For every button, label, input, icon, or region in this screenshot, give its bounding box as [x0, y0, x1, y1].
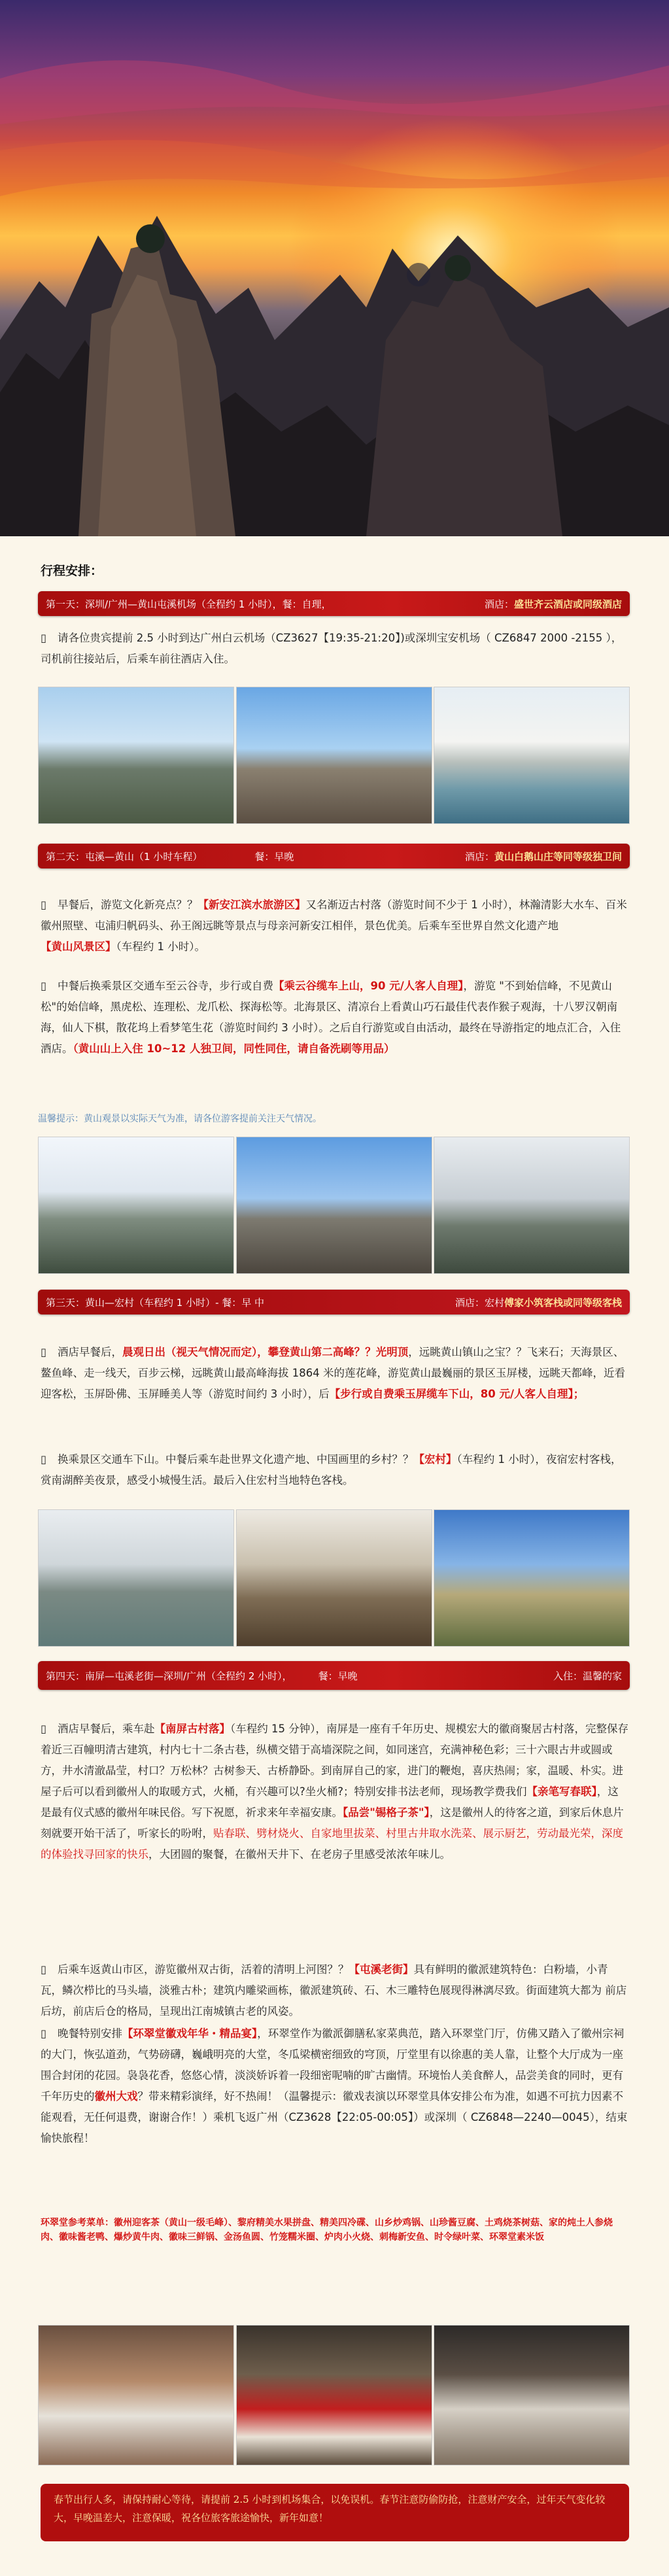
day2-bar	[38, 844, 630, 868]
day4-bar-home: 入住：温馨的家	[553, 1670, 622, 1682]
day3-bar-hotel-label: 酒店：宏村	[455, 1296, 504, 1309]
day2-bar-route: 第二天：屯溪—黄山（1 小时车程）	[46, 850, 203, 863]
photo-dumpling-making	[38, 2325, 234, 2465]
day4-bar-meal: 餐：早晚	[318, 1670, 358, 1682]
photo-spring-couplets	[236, 2325, 432, 2465]
bullet-icon: ▯	[41, 632, 47, 644]
day3-photos	[38, 1509, 630, 1647]
day4-paragraph-3: ▯ 晚餐特别安排【环翠堂徽戏年华・精品宴】，环翠堂作为徽派御膳私家菜典范，踏入环翠堂门厅，仿佛又踏入了徽州宗祠的大门，恢弘道劲，气势磅礴，巍峨明亮的大堂，冬瓜梁横密细致的穹顶，厅堂里有以徐惠的美人靠，让整个大厅成为一座围合封闭的花园。袅袅花香，悠悠心情，淡淡娇诉着一段细密呢喃的旷古幽情。环境怡人美食醉人，品尝美食的同时，更有千年历史的徽州大戏？带来精彩演绎，好不热闹！（温馨提示：徽戏表演以环翠堂具体安排公布为准，如遇不可抗力因素不能观看，无任何退费，谢谢合作！）乘机飞返广州（CZ3628【22:05-00:05】）或深圳（ CZ6848—2240—0045），结束愉快旅程！	[41, 2023, 629, 2149]
day1-bar-hotel-label: 酒店：	[484, 598, 514, 610]
day2-bar-hotel: 黄山白鹅山庄等同等级独卫间	[494, 850, 622, 863]
bullet-icon: ▯	[41, 2027, 47, 2040]
bullet-icon: ▯	[41, 899, 47, 911]
weather-tip: 温馨提示：黄山观景以实际天气为准，请各位游客提前关注天气情况。	[38, 1114, 322, 1124]
day4-bar-route: 第四天：南屏—屯溪老街—深圳/广州（全程约 2 小时），	[46, 1670, 292, 1682]
day1-bar-hotel: 盛世齐云酒店或同级酒店	[513, 598, 622, 610]
day1-photos	[38, 687, 630, 824]
photo-snow-pine	[38, 1137, 234, 1274]
page-title: 行程安排：	[41, 564, 103, 578]
day3-paragraph-2: ▯ 换乘景区交通车下山。中餐后乘车赴世界文化遗产地、中国画里的乡村？？【宏村】（车程约 1 小时），夜宿宏村客栈，赏南湖醉美夜景，感受小城慢生活。最后入住宏村当地特色客栈。	[41, 1449, 629, 1491]
day2-bar-hotel-label: 酒店：	[464, 850, 494, 863]
bullet-icon: ▯	[41, 1346, 47, 1358]
day4-bar	[38, 1661, 630, 1690]
photo-moon-pond	[236, 1509, 432, 1647]
day3-bar-hotel: 傅家小筑客栈或同等级客栈	[504, 1296, 622, 1309]
day1-paragraph	[41, 628, 629, 670]
day3-paragraph-1: ▯ 酒店早餐后，晨观日出（视天气情况而定），攀登黄山第二高峰？？光明顶，远眺黄山镇山之宝？？飞来石；天海景区、鳌鱼峰、走一线天，百步云梯，远眺黄山最高峰海拔 1864 米的莲花峰，游览黄山最巍丽的景区玉屏楼，远眺天都峰，近看迎客松，玉屏卧佛、玉屏睡美人等（游览时间约 3 小时），后【步行或自费乘玉屏缆车下山，80 元/人客人自理】；	[41, 1342, 629, 1405]
reference-menu: 环翠堂参考菜单：徽州迎客茶（黄山一级毛峰）、黎府精美水果拼盘、精美四冷碟、山乡炒鸡锅、山珍酱豆腐、土鸡烧茶树菇、家的炖土人参烧肉、徽味酱老鸭、爆炒黄牛肉、徽味三鲜锅、金汤鱼圆、竹笼糯米圈、炉肉小火烧、刺梅新安鱼、时令绿叶菜、环翠堂素米饭	[41, 2218, 613, 2242]
bullet-icon: ▯	[41, 980, 47, 992]
photo-tofu-making	[434, 2325, 630, 2465]
travel-notice: 春节出行人多，请保持耐心等待，请提前 2.5 小时到机场集合，以免误机。春节注意防偷防抢，注意财产安全，过年天气变化较大，早晚温差大，注意保暖，祝各位旅客旅途愉快，新年如意！	[41, 2484, 629, 2541]
day2-bar-meal: 餐：早晚	[254, 850, 294, 863]
photo-misty-pine	[434, 1137, 630, 1274]
day1-bar-route: 第一天：深圳/广州—黄山屯溪机场（全程约 1 小时），餐：自理，	[46, 598, 332, 610]
day4-paragraph-2: ▯ 后乘车返黄山市区，游览徽州双古街，活着的清明上河图？？【屯溪老街】具有鲜明的徽派建筑特色：白粉墙，小青瓦，鳞次栉比的马头墙，淡雅古朴；建筑内雕梁画栋，徽派建筑砖、石、木三雕特色展现得淋漓尽致。街面建筑大都为 前店后坊，前店后仓的格局，呈现出江南城镇古老的风姿。	[41, 1959, 629, 2022]
day2-paragraph-2: ▯ 中餐后换乘景区交通车至云谷寺，步行或自费【乘云谷缆车上山，90 元/人客人自理】，游览 "不到始信峰，不见黄山松"的始信峰，黑虎松、连理松、龙爪松、探海松等。北海景区、清凉台上看黄山巧石最佳代表作猴子观海，十八罗汉朝南海，仙人下棋，散花坞上看梦笔生花（游览时间约 3 小时）。之后自行游览或自由活动，最终在导游指定的地点汇合，入住酒店。（黄山山上入住 10~12 人独卫间，同性同住，请自备洗刷等用品）	[41, 976, 629, 1059]
day2-photos	[38, 1137, 630, 1274]
hero-image	[0, 0, 669, 536]
bullet-icon: ▯	[41, 1723, 47, 1735]
day2-paragraph-1: ▯ 早餐后，游览文化新亮点？？【新安江滨水旅游区】又名渐迈古村落（游览时间不少于 1 小时），林瀚清影大水车、百米徽州照壁、屯浦归帆码头、孙王阁远眺等景点与母亲河新安江相伴，景色优美。后乘车至世界自然文化遗产地【黄山风景区】（车程约 1 小时）。	[41, 895, 629, 957]
photo-hongcun-lake	[434, 1509, 630, 1647]
mountain-sunset-illustration	[0, 0, 669, 536]
bullet-icon: ▯	[41, 1453, 47, 1466]
photo-rock-peak	[236, 687, 432, 824]
photo-hongcun-pond	[38, 1509, 234, 1647]
photo-flying-rock	[236, 1137, 432, 1274]
day3-bar	[38, 1290, 630, 1314]
bullet-icon: ▯	[41, 1963, 47, 1976]
day1-text: 请各位贵宾提前 2.5 小时到达广州白云机场（CZ3627【19:35-21:20】)或深圳宝安机场（ CZ6847 2000 -2155 ），司机前往接站后，后乘车前往酒店入住。	[41, 632, 623, 665]
day4-photos	[38, 2325, 630, 2465]
photo-village-lake	[434, 687, 630, 824]
photo-pine-cliff	[38, 687, 234, 824]
day3-bar-route: 第三天：黄山—宏村（车程约 1 小时）- 餐：早 中	[46, 1296, 265, 1309]
day1-bar	[38, 591, 630, 616]
day4-paragraph-1: ▯ 酒店早餐后，乘车赴【南屏古村落】（车程约 15 分钟），南屏是一座有千年历史、规模宏大的徽商聚居古村落，完整保存着近三百幢明清古建筑，村内七十二条古巷，纵横交错于高墙深院之间，如同迷宫，充满神秘色彩；三十六眼古井或圆或方，井水清澈晶莹，村口？万松林？古树参天、古桥静卧。到南屏自己的家，进门的鞭炮，喜庆热闹；家，温暖、朴实。进屋子后可以看到徽州人的取暖方式，火桶，有兴趣可以?坐火桶?；特别安排书法老师，现场教学费我们【亲笔写春联】，这是最有仪式感的徽州年味民俗。写下祝愿，祈求来年幸福安康。【品尝"锡格子茶"】，这是徽州人的待客之道，到家后休息片刻就要开始干活了，听家长的吩咐，贴春联、劈材烧火、自家地里拔菜、村里古井取水洗菜、展示厨艺，劳动最光荣，深度的体验找寻回家的快乐，大团圆的聚餐，在徽州天井下、在老房子里感受浓浓年味儿。	[41, 1719, 629, 1865]
